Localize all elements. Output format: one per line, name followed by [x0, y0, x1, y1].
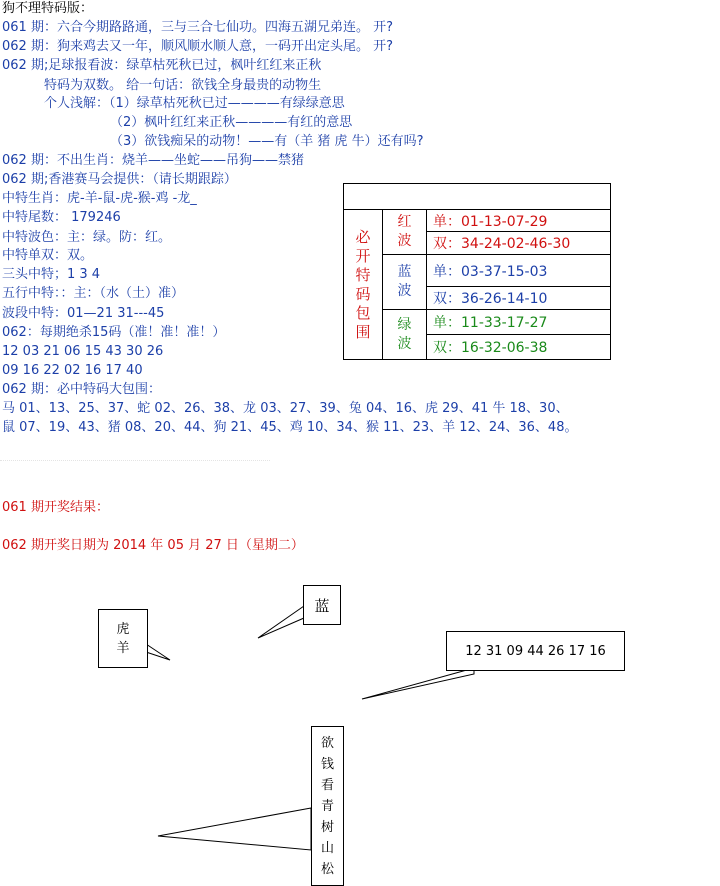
title-char: 必: [355, 227, 371, 246]
blue-even-numbers: 双：36-26-14-10: [426, 286, 611, 310]
title-char: 码: [355, 284, 371, 303]
text-line-tail-digits: 中特尾数： 179246: [2, 210, 121, 225]
page-title: 狗不理特码版：: [2, 1, 94, 16]
text-line-interpretation-3: （3）欲钱痴呆的动物！——有（羊 猪 虎 牛）还有吗?: [110, 134, 424, 149]
text-line-excluded-zodiac: 062 期：不出生肖：烧羊——坐蛇——吊狗——禁猪: [2, 153, 304, 168]
red-even-numbers: 双：34-24-02-46-30: [426, 231, 611, 255]
vertical-callout-pointer: [158, 808, 311, 850]
zodiac-callout: 虎 羊: [98, 609, 148, 668]
text-line-kill-15: 062：每期绝杀15码（准！准！准！）: [2, 325, 226, 340]
text-line-061-verse: 061 期：六合今期路路通，三与三合七仙功。四海五湖兄弟连。 开?: [2, 20, 393, 35]
color-callout-pointer: [258, 606, 304, 638]
text-line-kill-numbers-1: 12 03 21 06 15 43 30 26: [2, 344, 164, 359]
color-callout: 蓝: [303, 585, 341, 625]
text-line-jockey-club: 062 期;香港赛马会提供：（请长期跟踪）: [2, 172, 237, 187]
green-even-numbers: 双：16-32-06-38: [426, 334, 611, 360]
text-line-kill-numbers-2: 09 16 22 02 16 17 40: [2, 363, 143, 378]
text-line-coverage-1: 马 01、13、25、37、蛇 02、26、38、龙 03、27、39、兔 04、16、虎 29、41 牛 18、30、: [2, 401, 569, 416]
numbers-callout-pointer: [362, 668, 474, 699]
text-line-five-elements: 五行中特：：主：（水（土）准）: [2, 286, 185, 301]
text-line-interpretation-2: （2）枫叶红红来正秋————有红的意思: [110, 115, 353, 130]
zodiac-callout-pointer: [146, 644, 170, 660]
text-line-range: 波段中特：01—21 31---45: [2, 306, 165, 321]
text-line-odd-even: 中特单双：双。: [2, 248, 94, 263]
title-char: 特: [355, 265, 371, 284]
draw-date-line: 062 期开奖日期为 2014 年 05 月 27 日（星期二）: [2, 538, 304, 553]
text-line-head-digits: 三头中特；1 3 4: [2, 267, 101, 282]
blue-wave-label: 蓝 波: [382, 254, 427, 310]
numbers-callout: 12 31 09 44 26 17 16: [446, 631, 625, 671]
title-char: 开: [355, 246, 371, 265]
red-odd-numbers: 单：01-13-07-29: [426, 209, 611, 232]
text-line-coverage-heading: 062 期：必中特码大包围：: [2, 382, 161, 397]
text-line-even-hint: 特码为双数。 给一句话：欲钱全身最贵的动物生: [44, 78, 322, 93]
vertical-phrase-callout: 欲 钱 看 青 树 山 松: [311, 726, 344, 886]
text-line-interpretation-1: 个人浅解：（1）绿草枯死秋已过————有绿绿意思: [44, 96, 345, 111]
text-line-coverage-2: 鼠 07、19、43、猪 08、20、44、狗 21、45、鸡 10、34、猴 11、23、羊 12、24、36、48。: [2, 420, 578, 435]
text-line-062-verse: 062 期：狗来鸡去又一年，顺风顺水顺人意，一码开出定头尾。 开?: [2, 39, 393, 54]
blue-odd-numbers: 单：03-37-15-03: [426, 254, 611, 287]
red-wave-label: 红 波: [382, 209, 427, 255]
green-odd-numbers: 单：11-33-17-27: [426, 309, 611, 335]
title-char: 围: [355, 322, 371, 341]
text-line-wave-color: 中特波色：主：绿。防：红。: [2, 230, 172, 245]
title-char: 包: [355, 303, 371, 322]
green-wave-label: 绿 波: [382, 309, 427, 360]
text-line-zodiac: 中特生肖：虎-羊-鼠-虎-猴-鸡 -龙_: [2, 191, 197, 206]
results-heading: 061 期开奖结果：: [2, 500, 109, 515]
text-line-football-riddle: 062 期;足球报看波：绿草枯死秋已过，枫叶红红来正秋: [2, 58, 322, 73]
